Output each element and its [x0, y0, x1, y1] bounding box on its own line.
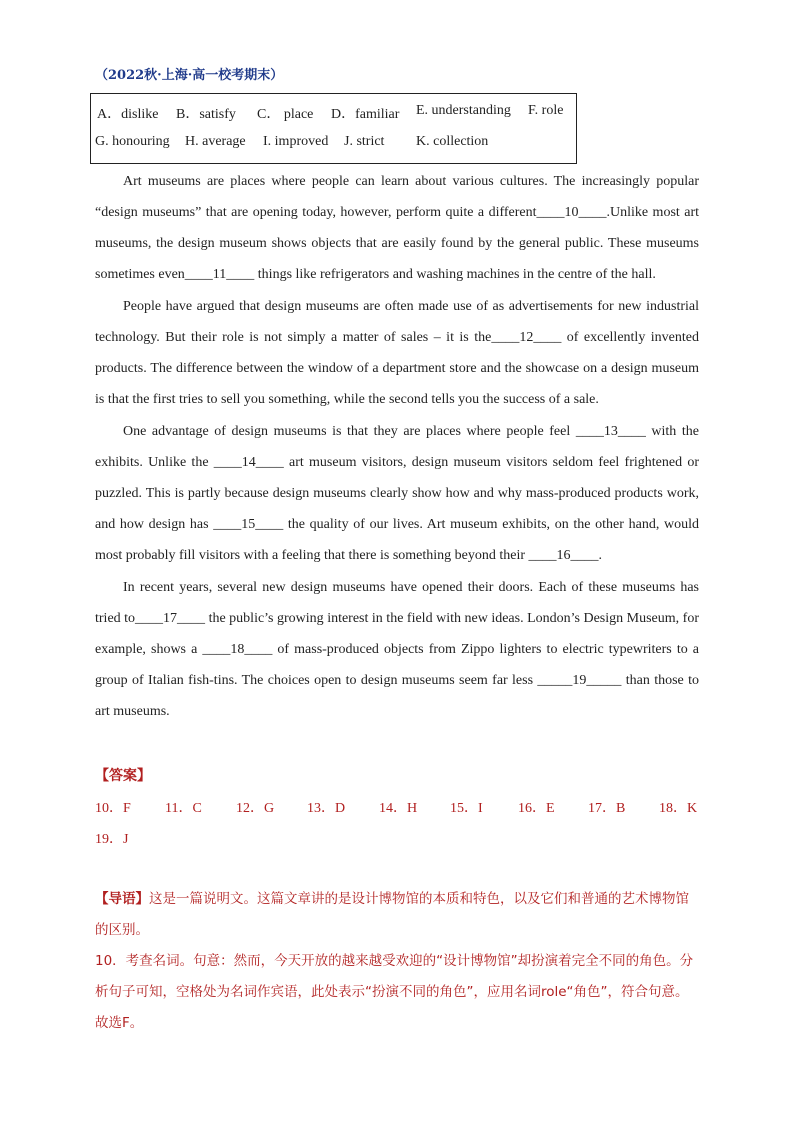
passage-paragraph-4: In recent years, several new design museums have opened their doors. Each of these museums has tried to____17____ the public’s growing interest in the field with new ideas. London’s Design Museum, for example, shows a ____18____ of mass-produced objects from Zippo lighters to electric typewriters to a group of Italian fish-tins. The choices open to design museums seem far less _____19_____ than those to art museums.: [95, 580, 699, 720]
answer-18: 18．K: [659, 801, 698, 816]
guide-paragraph: [95, 884, 699, 946]
option-g: G. honouring: [95, 134, 170, 149]
guide-tag: 【导语】: [95, 891, 149, 907]
option-f: F. role: [528, 103, 564, 118]
option-i: I. improved: [263, 134, 329, 149]
answer-12: 12．G: [236, 801, 275, 816]
option-c: C． place: [257, 107, 314, 122]
passage-paragraph-1: Art museums are places where people can learn about various cultures. The increasingly popular “design museums” that are opening today, however, perform quite a different____10____.Unlike most art museums, the design museum shows objects that are easily found by the general public. These museums sometimes even____11____ things like refrigerators and washing machines in the centre of the hall.: [95, 174, 699, 283]
word-bank-box: [90, 93, 577, 164]
option-k: K. collection: [416, 134, 489, 149]
answer-19: 19．J: [95, 832, 129, 847]
option-d: D．familiar: [331, 107, 400, 122]
answer-16: 16．E: [518, 801, 555, 816]
explanation-10: 10．考查名词。句意：然而，今天开放的越来越受欢迎的“设计博物馆”却扮演着完全不同的角色。分析句子可知，空格处为名词作宾语，此处表示“扮演不同的角色”，应用名词role“角色”，符合句意。故选F。: [95, 953, 694, 1031]
option-a: A．dislike: [97, 107, 159, 122]
option-h: H. average: [185, 134, 246, 149]
guide-text: 这是一篇说明文。这篇文章讲的是设计博物馆的本质和特色，以及它们和普通的艺术博物馆的区别。: [95, 891, 689, 938]
option-b: B．satisfy: [176, 107, 236, 122]
answer-heading: 【答案】: [95, 768, 151, 784]
option-e: E. understanding: [416, 103, 511, 118]
passage-paragraph-2: People have argued that design museums are often made use of as advertisements for new industrial technology. But their role is not simply a matter of sales – it is the____12____ of excellently invented products. The difference between the window of a department store and the showcase on a design museum is that the first tries to sell you something, while the second tells you the success of a sale.: [95, 299, 699, 408]
passage-paragraph-3: One advantage of design museums is that they are places where people feel ____13____ with the exhibits. Unlike the ____14____ art museum visitors, design museum visitors seldom feel frightened or puzzled. This is partly because design museums clearly show how and why mass-produced products work, and how design has ____15____ the quality of our lives. Art museum exhibits, on the other hand, would most probably fill visitors with a feeling that there is something beyond their ____16____.: [95, 424, 699, 564]
question-source: （2022秋·上海·高一校考期末）: [95, 68, 284, 83]
answer-13: 13．D: [307, 801, 346, 816]
answer-10: 10．F: [95, 801, 131, 816]
answer-11: 11．C: [165, 801, 202, 816]
option-j: J. strict: [344, 134, 385, 149]
answer-15: 15．I: [450, 801, 483, 816]
answer-14: 14．H: [379, 801, 418, 816]
answer-17: 17．B: [588, 801, 626, 816]
